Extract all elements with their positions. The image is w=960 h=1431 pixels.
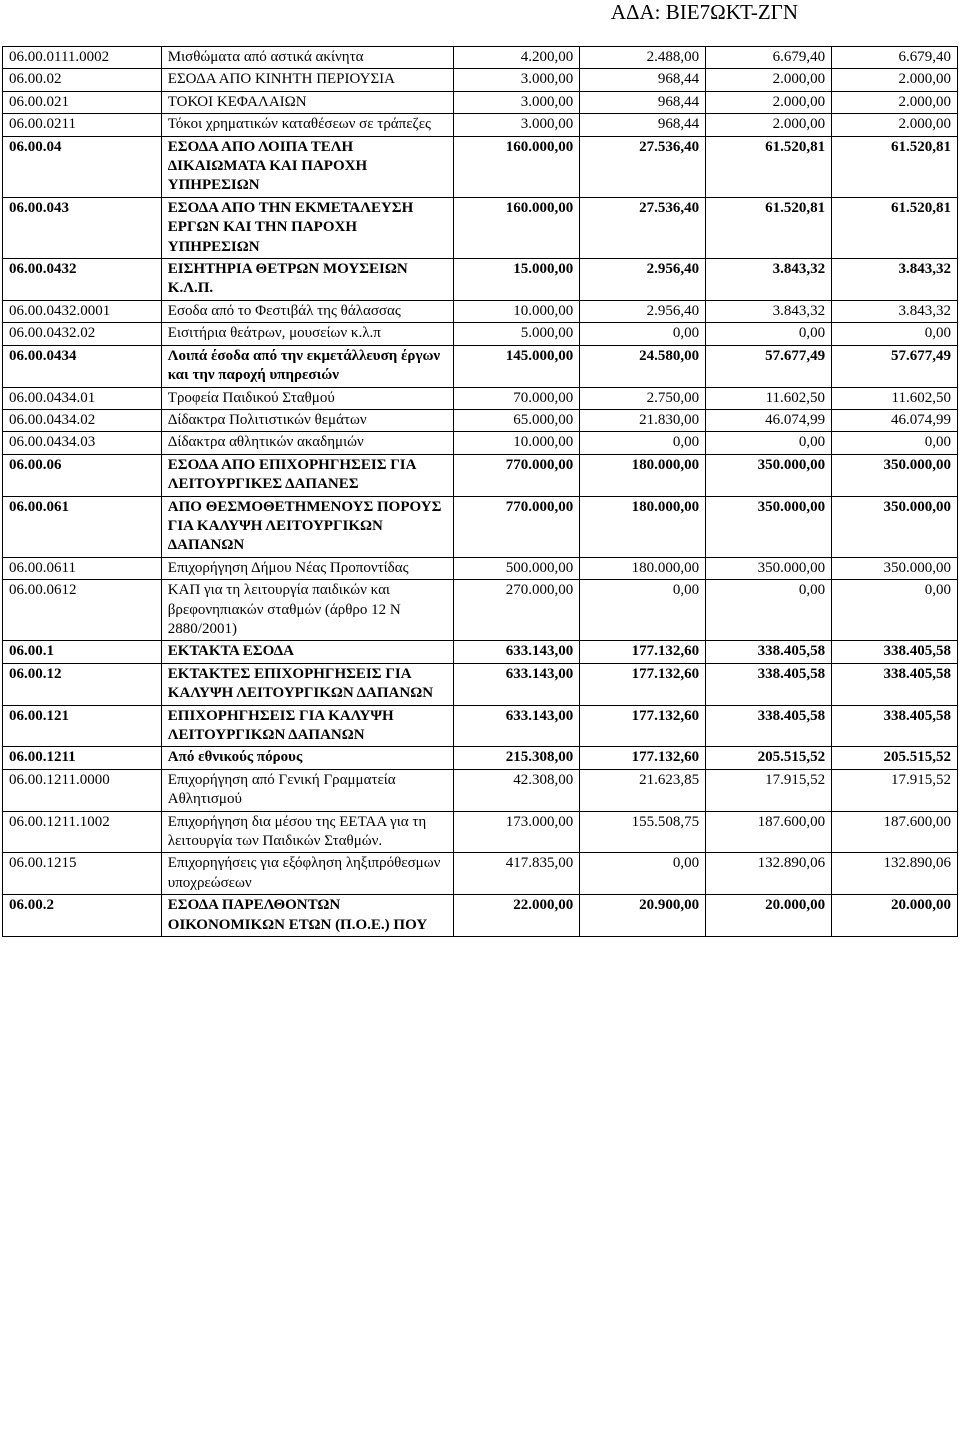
budgeted-amount-cell: 3.000,00 — [454, 69, 580, 91]
account-description-cell: ΕΣΟΔΑ ΑΠΟ ΤΗΝ ΕΚΜΕΤΑΛΕΥΣΗ ΕΡΓΩΝ ΚΑΙ ΤΗΝ ΠΑΡΟΧΗ ΥΠΗΡΕΣΙΩΝ — [161, 197, 454, 258]
budgeted-amount-cell: 770.000,00 — [454, 496, 580, 557]
amount-3-cell: 338.405,58 — [706, 705, 832, 747]
amount-2-cell: 180.000,00 — [580, 454, 706, 496]
amount-4-cell: 3.843,32 — [832, 300, 958, 322]
amount-4-cell: 205.515,52 — [832, 747, 958, 769]
account-code-cell: 06.00.0211 — [3, 114, 162, 136]
table-row — [3, 345, 958, 387]
amount-4-cell: 338.405,58 — [832, 705, 958, 747]
amount-3-cell: 338.405,58 — [706, 641, 832, 663]
account-description-cell: Επιχορηγήσεις για εξόφληση ληξιπρόθεσμων υποχρεώσεων — [161, 853, 454, 895]
amount-3-cell: 350.000,00 — [706, 496, 832, 557]
table-row — [3, 895, 958, 937]
amount-3-cell: 3.843,32 — [706, 259, 832, 301]
account-code-cell: 06.00.1211 — [3, 747, 162, 769]
account-code-cell: 06.00.06 — [3, 454, 162, 496]
budgeted-amount-cell: 160.000,00 — [454, 197, 580, 258]
budgeted-amount-cell: 4.200,00 — [454, 47, 580, 69]
budgeted-amount-cell: 770.000,00 — [454, 454, 580, 496]
amount-3-cell: 2.000,00 — [706, 69, 832, 91]
amount-2-cell: 21.623,85 — [580, 769, 706, 811]
amount-4-cell: 46.074,99 — [832, 409, 958, 431]
amount-4-cell: 11.602,50 — [832, 387, 958, 409]
table-row — [3, 409, 958, 431]
account-code-cell: 06.00.1 — [3, 641, 162, 663]
table-row — [3, 769, 958, 811]
account-description-cell: Τόκοι χρηματικών καταθέσεων σε τράπεζες — [161, 114, 454, 136]
amount-2-cell: 21.830,00 — [580, 409, 706, 431]
account-code-cell: 06.00.0432.0001 — [3, 300, 162, 322]
ada-header: ΑΔΑ: ΒΙΕ7ΩΚΤ-ΖΓΝ — [610, 0, 798, 24]
account-code-cell: 06.00.04 — [3, 136, 162, 197]
budgeted-amount-cell: 160.000,00 — [454, 136, 580, 197]
amount-4-cell: 57.677,49 — [832, 345, 958, 387]
account-description-cell: Εισιτήρια θεάτρων, μουσείων κ.λ.π — [161, 323, 454, 345]
amount-3-cell: 0,00 — [706, 432, 832, 454]
amount-3-cell: 350.000,00 — [706, 557, 832, 579]
amount-3-cell: 11.602,50 — [706, 387, 832, 409]
amount-3-cell: 0,00 — [706, 323, 832, 345]
table-row — [3, 69, 958, 91]
table-row — [3, 454, 958, 496]
table-row — [3, 853, 958, 895]
amount-2-cell: 27.536,40 — [580, 136, 706, 197]
table-row — [3, 496, 958, 557]
table-row — [3, 300, 958, 322]
amount-3-cell: 20.000,00 — [706, 895, 832, 937]
account-code-cell: 06.00.043 — [3, 197, 162, 258]
account-code-cell: 06.00.02 — [3, 69, 162, 91]
account-code-cell: 06.00.0611 — [3, 557, 162, 579]
account-description-cell: Επιχορήγηση από Γενική Γραμματεία Αθλητισμού — [161, 769, 454, 811]
account-code-cell: 06.00.0432.02 — [3, 323, 162, 345]
amount-4-cell: 3.843,32 — [832, 259, 958, 301]
amount-3-cell: 187.600,00 — [706, 811, 832, 853]
account-description-cell: ΕΣΟΔΑ ΠΑΡΕΛΘΟΝΤΩΝ ΟΙΚΟΝΟΜΙΚΩΝ ΕΤΩΝ (Π.Ο.Ε.) ΠΟΥ — [161, 895, 454, 937]
amount-3-cell: 205.515,52 — [706, 747, 832, 769]
table-row — [3, 747, 958, 769]
account-description-cell: ΕΙΣΗΤΗΡΙΑ ΘΕΤΡΩΝ ΜΟΥΣΕΙΩΝ Κ.Λ.Π. — [161, 259, 454, 301]
account-description-cell: ΕΣΟΔΑ ΑΠΟ ΛΟΙΠΑ ΤΕΛΗ ΔΙΚΑΙΩΜΑΤΑ ΚΑΙ ΠΑΡΟΧΗ ΥΠΗΡΕΣΙΩΝ — [161, 136, 454, 197]
budgeted-amount-cell: 215.308,00 — [454, 747, 580, 769]
amount-4-cell: 0,00 — [832, 323, 958, 345]
revenue-table-body — [3, 47, 958, 937]
budgeted-amount-cell: 3.000,00 — [454, 91, 580, 113]
amount-4-cell: 61.520,81 — [832, 197, 958, 258]
amount-4-cell: 338.405,58 — [832, 663, 958, 705]
amount-2-cell: 155.508,75 — [580, 811, 706, 853]
amount-4-cell: 20.000,00 — [832, 895, 958, 937]
amount-2-cell: 177.132,60 — [580, 747, 706, 769]
budgeted-amount-cell: 10.000,00 — [454, 300, 580, 322]
account-description-cell: Μισθώματα από αστικά ακίνητα — [161, 47, 454, 69]
budgeted-amount-cell: 417.835,00 — [454, 853, 580, 895]
table-row — [3, 114, 958, 136]
account-code-cell: 06.00.12 — [3, 663, 162, 705]
budgeted-amount-cell: 633.143,00 — [454, 641, 580, 663]
account-description-cell: Εσοδα από το Φεστιβάλ της θάλασσας — [161, 300, 454, 322]
amount-3-cell: 338.405,58 — [706, 663, 832, 705]
account-code-cell: 06.00.1211.1002 — [3, 811, 162, 853]
amount-4-cell: 0,00 — [832, 580, 958, 641]
budgeted-amount-cell: 3.000,00 — [454, 114, 580, 136]
amount-2-cell: 180.000,00 — [580, 496, 706, 557]
revenue-table — [2, 46, 958, 937]
budgeted-amount-cell: 500.000,00 — [454, 557, 580, 579]
amount-2-cell: 968,44 — [580, 69, 706, 91]
account-code-cell: 06.00.121 — [3, 705, 162, 747]
amount-4-cell: 17.915,52 — [832, 769, 958, 811]
amount-2-cell: 0,00 — [580, 323, 706, 345]
account-description-cell: ΕΣΟΔΑ ΑΠΟ ΚΙΝΗΤΗ ΠΕΡΙΟΥΣΙΑ — [161, 69, 454, 91]
amount-3-cell: 2.000,00 — [706, 91, 832, 113]
budgeted-amount-cell: 270.000,00 — [454, 580, 580, 641]
amount-3-cell: 3.843,32 — [706, 300, 832, 322]
amount-4-cell: 350.000,00 — [832, 557, 958, 579]
account-description-cell: Λοιπά έσοδα από την εκμετάλλευση έργων και την παροχή υπηρεσιών — [161, 345, 454, 387]
table-row — [3, 580, 958, 641]
amount-3-cell: 6.679,40 — [706, 47, 832, 69]
amount-4-cell: 2.000,00 — [832, 69, 958, 91]
amount-2-cell: 0,00 — [580, 580, 706, 641]
amount-3-cell: 2.000,00 — [706, 114, 832, 136]
amount-2-cell: 968,44 — [580, 114, 706, 136]
budgeted-amount-cell: 42.308,00 — [454, 769, 580, 811]
amount-4-cell: 0,00 — [832, 432, 958, 454]
table-row — [3, 136, 958, 197]
account-code-cell: 06.00.0434.01 — [3, 387, 162, 409]
amount-4-cell: 350.000,00 — [832, 496, 958, 557]
amount-2-cell: 24.580,00 — [580, 345, 706, 387]
amount-2-cell: 0,00 — [580, 853, 706, 895]
budgeted-amount-cell: 70.000,00 — [454, 387, 580, 409]
account-code-cell: 06.00.061 — [3, 496, 162, 557]
account-code-cell: 06.00.0434 — [3, 345, 162, 387]
amount-3-cell: 61.520,81 — [706, 197, 832, 258]
account-description-cell: Δίδακτρα αθλητικών ακαδημιών — [161, 432, 454, 454]
table-row — [3, 705, 958, 747]
account-description-cell: ΑΠΟ ΘΕΣΜΟΘΕΤΗΜΕΝΟΥΣ ΠΟΡΟΥΣ ΓΙΑ ΚΑΛΥΨΗ ΛΕΙΤΟΥΡΓΙΚΩΝ ΔΑΠΑΝΩΝ — [161, 496, 454, 557]
table-row — [3, 323, 958, 345]
table-row — [3, 432, 958, 454]
account-code-cell: 06.00.0434.02 — [3, 409, 162, 431]
amount-3-cell: 350.000,00 — [706, 454, 832, 496]
amount-2-cell: 180.000,00 — [580, 557, 706, 579]
account-code-cell: 06.00.0434.03 — [3, 432, 162, 454]
account-code-cell: 06.00.1211.0000 — [3, 769, 162, 811]
budgeted-amount-cell: 5.000,00 — [454, 323, 580, 345]
amount-2-cell: 177.132,60 — [580, 641, 706, 663]
amount-2-cell: 968,44 — [580, 91, 706, 113]
account-description-cell: Επιχορήγηση Δήμου Νέας Προποντίδας — [161, 557, 454, 579]
account-code-cell: 06.00.0612 — [3, 580, 162, 641]
amount-4-cell: 132.890,06 — [832, 853, 958, 895]
account-code-cell: 06.00.2 — [3, 895, 162, 937]
budgeted-amount-cell: 10.000,00 — [454, 432, 580, 454]
amount-4-cell: 187.600,00 — [832, 811, 958, 853]
amount-3-cell: 46.074,99 — [706, 409, 832, 431]
table-row — [3, 663, 958, 705]
amount-4-cell: 350.000,00 — [832, 454, 958, 496]
amount-3-cell: 57.677,49 — [706, 345, 832, 387]
amount-2-cell: 177.132,60 — [580, 705, 706, 747]
account-code-cell: 06.00.1215 — [3, 853, 162, 895]
amount-4-cell: 2.000,00 — [832, 91, 958, 113]
amount-3-cell: 61.520,81 — [706, 136, 832, 197]
budgeted-amount-cell: 633.143,00 — [454, 705, 580, 747]
account-description-cell: ΕΚΤΑΚΤΑ ΕΣΟΔΑ — [161, 641, 454, 663]
account-description-cell: ΕΚΤΑΚΤΕΣ ΕΠΙΧΟΡΗΓΗΣΕΙΣ ΓΙΑ ΚΑΛΥΨΗ ΛΕΙΤΟΥΡΓΙΚΩΝ ΔΑΠΑΝΩΝ — [161, 663, 454, 705]
table-row — [3, 47, 958, 69]
account-code-cell: 06.00.021 — [3, 91, 162, 113]
amount-2-cell: 2.488,00 — [580, 47, 706, 69]
budgeted-amount-cell: 173.000,00 — [454, 811, 580, 853]
amount-2-cell: 2.956,40 — [580, 259, 706, 301]
amount-2-cell: 177.132,60 — [580, 663, 706, 705]
budgeted-amount-cell: 15.000,00 — [454, 259, 580, 301]
amount-2-cell: 2.956,40 — [580, 300, 706, 322]
table-row — [3, 387, 958, 409]
account-code-cell: 06.00.0111.0002 — [3, 47, 162, 69]
table-row — [3, 557, 958, 579]
budgeted-amount-cell: 65.000,00 — [454, 409, 580, 431]
table-row — [3, 197, 958, 258]
account-description-cell: Τροφεία Παιδικού Σταθμού — [161, 387, 454, 409]
amount-2-cell: 2.750,00 — [580, 387, 706, 409]
account-description-cell: Από εθνικούς πόρους — [161, 747, 454, 769]
amount-4-cell: 61.520,81 — [832, 136, 958, 197]
amount-2-cell: 20.900,00 — [580, 895, 706, 937]
amount-4-cell: 338.405,58 — [832, 641, 958, 663]
amount-3-cell: 17.915,52 — [706, 769, 832, 811]
account-description-cell: ΕΠΙΧΟΡΗΓΗΣΕΙΣ ΓΙΑ ΚΑΛΥΨΗ ΛΕΙΤΟΥΡΓΙΚΩΝ ΔΑΠΑΝΩΝ — [161, 705, 454, 747]
table-row — [3, 259, 958, 301]
account-code-cell: 06.00.0432 — [3, 259, 162, 301]
account-description-cell: ΤΟΚΟΙ ΚΕΦΑΛΑΙΩΝ — [161, 91, 454, 113]
table-row — [3, 641, 958, 663]
account-description-cell: ΕΣΟΔΑ ΑΠΟ ΕΠΙΧΟΡΗΓΗΣΕΙΣ ΓΙΑ ΛΕΙΤΟΥΡΓΙΚΕΣ ΔΑΠΑΝΕΣ — [161, 454, 454, 496]
amount-3-cell: 0,00 — [706, 580, 832, 641]
account-description-cell: Δίδακτρα Πολιτιστικών θεμάτων — [161, 409, 454, 431]
amount-4-cell: 6.679,40 — [832, 47, 958, 69]
amount-3-cell: 132.890,06 — [706, 853, 832, 895]
table-row — [3, 811, 958, 853]
amount-4-cell: 2.000,00 — [832, 114, 958, 136]
account-description-cell: Επιχορήγηση δια μέσου της ΕΕΤΑΑ για τη λειτουργία των Παιδικών Σταθμών. — [161, 811, 454, 853]
amount-2-cell: 0,00 — [580, 432, 706, 454]
table-row — [3, 91, 958, 113]
budgeted-amount-cell: 22.000,00 — [454, 895, 580, 937]
budgeted-amount-cell: 145.000,00 — [454, 345, 580, 387]
budgeted-amount-cell: 633.143,00 — [454, 663, 580, 705]
account-description-cell: ΚΑΠ για τη λειτουργία παιδικών και βρεφονηπιακών σταθμών (άρθρο 12 Ν 2880/2001) — [161, 580, 454, 641]
amount-2-cell: 27.536,40 — [580, 197, 706, 258]
